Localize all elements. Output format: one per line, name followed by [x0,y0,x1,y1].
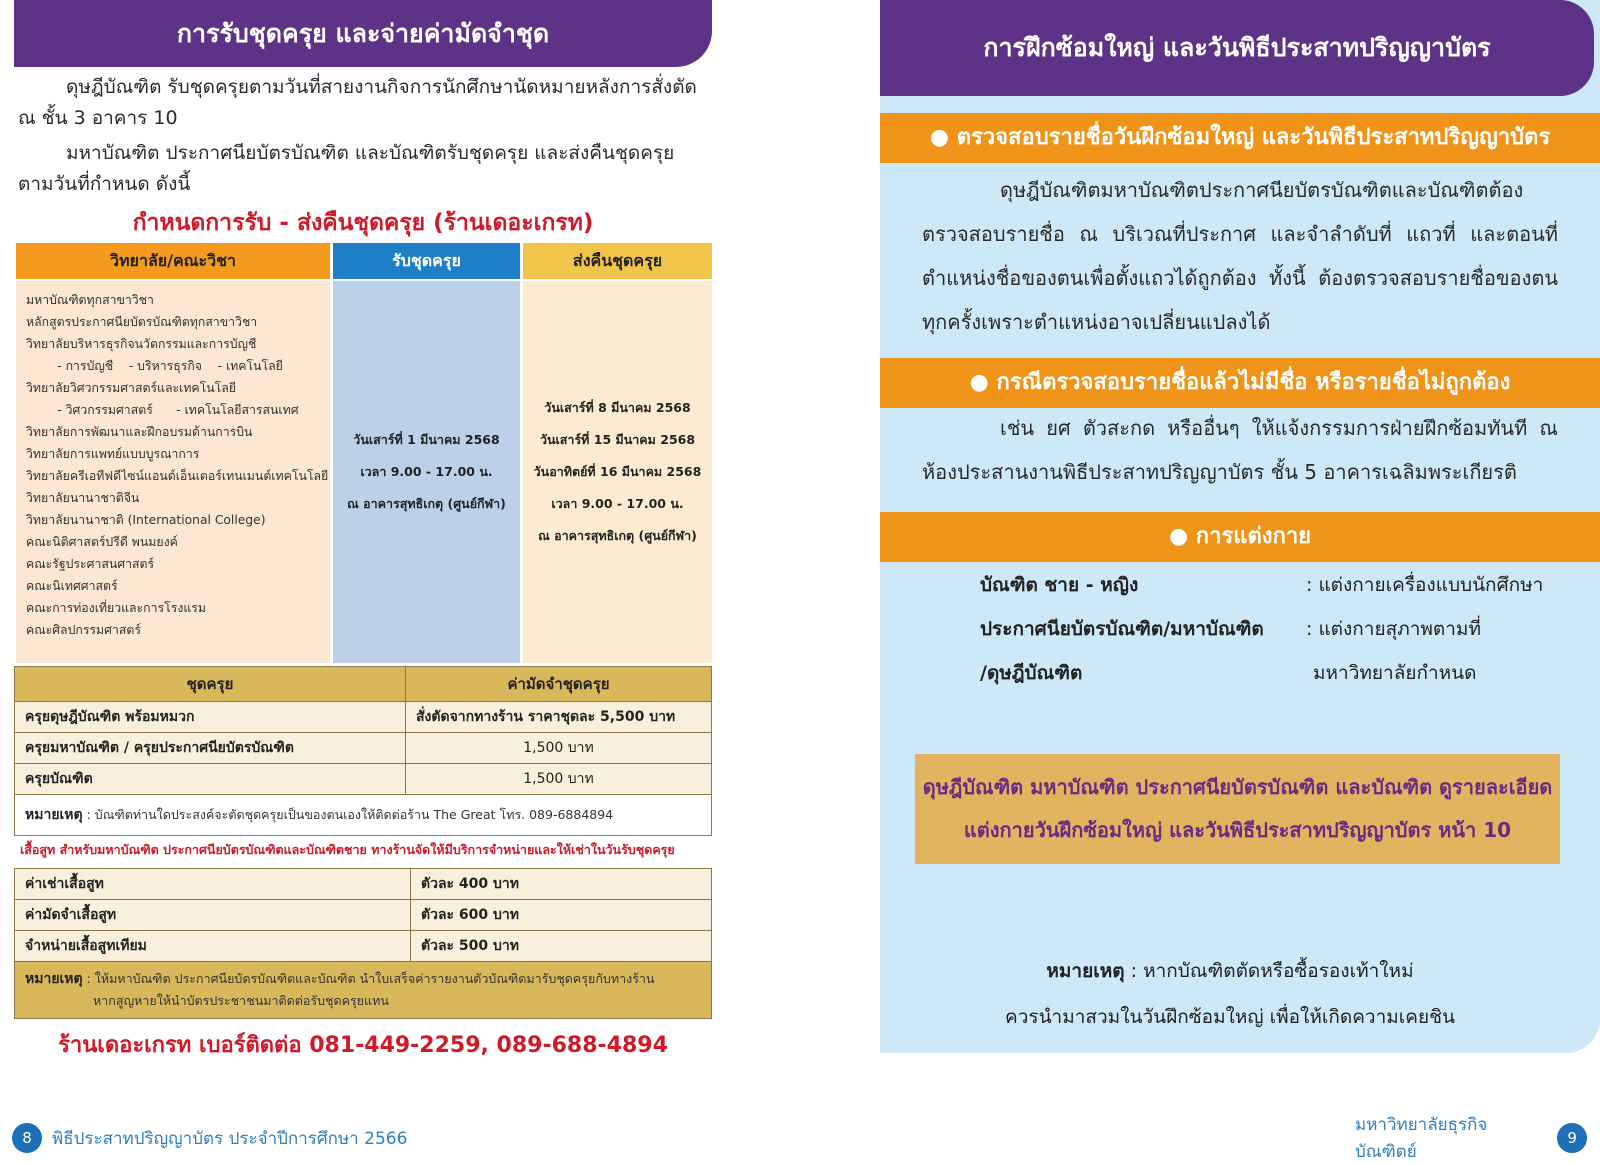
shoe-note-line2: ควรนำมาสวมในวันฝึกซ้อมใหญ่ เพื่อให้เกิดความเคยชิน [1004,1006,1455,1028]
faculty-item: วิทยาลัยนานาชาติจีน [26,491,140,505]
faculty-item: มหาบัณฑิตทุกสาขาวิชา [26,293,154,307]
suit-item: ค่ามัดจำเสื้อสูท [15,900,411,931]
dress-what: มหาวิทยาลัยกำหนด [1313,662,1477,684]
return-schedule [523,281,712,663]
faculty-item: วิทยาลัยครีเอทีฟดีไซน์แอนด์เอ็นเตอร์เทนเมนต์เทคโนโลยี [26,469,329,483]
gown-deposit: 1,500 บาท [406,764,712,795]
faculty-item: หลักสูตรประกาศนียบัตรบัณฑิตทุกสาขาวิชา [26,315,258,329]
dress-who: /ดุษฎีบัณฑิต [980,662,1083,684]
dress-details-callout [915,754,1560,864]
receive-line: ณ อาคารสุทธิเกตุ (ศูนย์กีฬา) [347,496,506,511]
left-footer [12,1120,407,1156]
callout-line-2: แต่งกายวันฝึกซ้อมใหญ่ และวันพิธีประสาทปริญญาบัตร หน้า 10 [963,818,1512,842]
shoe-note-label: หมายเหตุ [1046,960,1125,982]
gown-deposit: 1,500 บาท [406,733,712,764]
shoe-note-line1: : หากบัณฑิตตัดหรือซื้อรองเท้าใหม่ [1124,960,1414,982]
faculty-item: คณะนิเทศศาสตร์ [26,579,118,593]
suit-note-label: หมายเหตุ [25,971,83,987]
shop-contact: ร้านเดอะเกรท เบอร์ติดต่อ 081-449-2259, 089-688-4894 [58,1033,668,1058]
faculty-item: คณะการท่องเที่ยวและการโรงแรม [26,601,206,615]
suit-price: ตัวละ 500 บาท [411,931,712,962]
suit-notice: เสื้อสูท สำหรับมหาบัณฑิต ประกาศนียบัตรบัณฑิตและบัณฑิตชาย ทางร้านจัดให้มีบริการจำหน่ายและให้เช่าในวันรับชุดครุย [20,842,675,857]
left-page-number: 8 [12,1123,42,1153]
suit-price: ตัวละ 600 บาท [411,900,712,931]
gown-type: ครุยบัณฑิต [15,764,406,795]
suit-note-line1: : ให้มหาบัณฑิต ประกาศนียบัตรบัณฑิตและบัณฑิต นำใบเสร็จค่ารายงานตัวบัณฑิตมารับชุดครุยกับทางร้าน [82,971,655,986]
receive-column-header: รับชุดครุย [333,243,520,279]
table-row [15,733,712,764]
dress-code-list [980,563,1580,695]
dress-row [980,563,1580,607]
right-page-header: การฝึกซ้อมใหญ่ และวันพิธีประสาทปริญญาบัตร [880,0,1594,96]
return-line: วันเสาร์ที่ 15 มีนาคม 2568 [539,432,696,447]
dress-what: : แต่งกายเครื่องแบบนักศึกษา [1306,574,1544,596]
table-row [15,795,712,836]
table-row [15,900,712,931]
faculty-column-header: วิทยาลัย/คณะวิชา [16,243,330,279]
name-missing-text: เช่น ยศ ตัวสะกด หรืออื่นๆ ให้แจ้งกรรมการฝ่ายฝึกซ้อมทันที ณ ห้องประสานงานพิธีประสาทปริญญาบัตร ชั้น 5 อาคารเฉลิมพระเกียรติ [922,416,1558,484]
suit-note-line2: หากสูญหายให้นำบัตรประชาชนมาติดต่อรับชุดครุยแทน [93,993,389,1008]
check-names-heading: ● ตรวจสอบรายชื่อวันฝึกซ้อมใหญ่ และวันพิธีประสาทปริญญาบัตร [880,113,1600,163]
masters-text: มหาบัณฑิต ประกาศนียบัตรบัณฑิต และบัณฑิตรับชุดครุย และส่งคืนชุดครุย ตามวันที่กำหนด ดังนี้ [18,142,675,195]
doctoral-paragraph [18,72,712,134]
table-row [15,962,712,1019]
suit-item: ค่าเช่าเสื้อสูท [15,869,411,900]
faculty-item: วิทยาลัยการแพทย์แบบบูรณาการ [26,447,200,461]
gown-deposit-table [14,666,712,836]
gown-deposit: สั่งตัดจากทางร้าน ราคาชุดละ 5,500 บาท [406,702,712,733]
faculty-item: วิทยาลัยการพัฒนาและฝึกอบรมด้านการบิน [26,425,253,439]
right-page-number: 9 [1557,1123,1587,1153]
gown-type: ครุยมหาบัณฑิต / ครุยประกาศนียบัตรบัณฑิต [15,733,406,764]
suit-table [14,868,712,1019]
faculty-item: - การบัญชี - บริหารธุรกิจ - เทคโนโลยี [26,359,283,373]
suit-note [15,962,712,1019]
suit-price: ตัวละ 400 บาท [411,869,712,900]
name-missing-heading: ● กรณีตรวจสอบรายชื่อแล้วไม่มีชื่อ หรือรายชื่อไม่ถูกต้อง [880,358,1600,408]
dress-who: บัณฑิต ชาย - หญิง [980,574,1139,596]
table-row [15,702,712,733]
return-line: ณ อาคารสุทธิเกตุ (ศูนย์กีฬา) [538,528,697,543]
right-footer [1355,1115,1587,1162]
faculty-item: คณะศิลปกรรมศาสตร์ [26,623,141,637]
dress-row [980,607,1580,651]
left-page-header: การรับชุดครุย และจ่ายค่ามัดจำชุด [14,0,712,67]
dress-who: ประกาศนียบัตรบัณฑิต/มหาบัณฑิต [980,618,1264,640]
schedule-title: กำหนดการรับ - ส่งคืนชุดครุย (ร้านเดอะเกรท) [132,210,594,236]
right-footer-text: มหาวิทยาลัยธุรกิจบัณฑิตย์ [1355,1115,1488,1162]
dress-what: : แต่งกายสุภาพตามที่ [1306,618,1481,640]
gown-note-text: : บัณฑิตท่านใดประสงค์จะตัดชุดครุยเป็นของตนเองให้ติดต่อร้าน The Great โทร. 089-6884894 [82,807,614,822]
table-row [15,931,712,962]
table-row [15,869,712,900]
shoe-note [880,948,1580,1040]
table-row [15,764,712,795]
faculty-list [16,281,330,663]
masters-paragraph [18,138,712,200]
return-line: เวลา 9.00 - 17.00 น. [551,496,684,511]
return-column-header: ส่งคืนชุดครุย [523,243,712,279]
doctoral-text: ดุษฎีบัณฑิต รับชุดครุยตามวันที่สายงานกิจการนักศึกษานัดหมายหลังการสั่งตัด ณ ชั้น 3 อาคาร 10 [18,76,697,129]
dress-code-heading: ● การแต่งกาย [880,512,1600,562]
suit-item: จำหน่ายเสื้อสูทเทียม [15,931,411,962]
faculty-item: วิทยาลัยบริหารธุรกิจนวัตกรรมและการบัญชี [26,337,257,351]
gown-header: ชุดครุย [15,667,406,702]
gown-type: ครุยดุษฎีบัณฑิต พร้อมหมวก [15,702,406,733]
dress-row [980,651,1580,695]
return-line: วันอาทิตย์ที่ 16 มีนาคม 2568 [533,464,702,479]
check-names-text: ดุษฎีบัณฑิตมหาบัณฑิตประกาศนียบัตรบัณฑิตและบัณฑิตต้องตรวจสอบรายชื่อ ณ บริเวณที่ประกาศ และจำลำดับที่ แถวที่ และตอนที่ตำแหน่งชื่อของตนเพื่อตั้งแถวได้ถูกต้อง ทั้งนี้ ต้องตรวจสอบรายชื่อของตนทุกครั้งเพราะตำแหน่งอาจเปลี่ยนแปลงได้ [922,178,1558,334]
faculty-item: คณะนิติศาสตร์ปรีดี พนมยงค์ [26,535,178,549]
gown-note [15,795,712,836]
faculty-item: วิทยาลัยวิศวกรรมศาสตร์และเทคโนโลยี [26,381,237,395]
gown-note-label: หมายเหตุ [25,807,83,823]
return-line: วันเสาร์ที่ 8 มีนาคม 2568 [544,400,691,415]
callout-line-1: ดุษฎีบัณฑิต มหาบัณฑิต ประกาศนียบัตรบัณฑิต และบัณฑิต ดูรายละเอียด [922,775,1553,799]
receive-schedule [333,281,520,663]
faculty-item: - วิศวกรรมศาสตร์ - เทคโนโลยีสารสนเทศ [26,403,299,417]
deposit-header: ค่ามัดจำชุดครุย [406,667,712,702]
faculty-item: คณะรัฐประศาสนศาสตร์ [26,557,155,571]
left-footer-text: พิธีประสาทปริญญาบัตร ประจำปีการศึกษา 2566 [52,1128,408,1149]
faculty-item: วิทยาลัยนานาชาติ (International College) [26,513,266,527]
receive-line: วันเสาร์ที่ 1 มีนาคม 2568 [353,432,500,447]
receive-line: เวลา 9.00 - 17.00 น. [360,464,493,479]
